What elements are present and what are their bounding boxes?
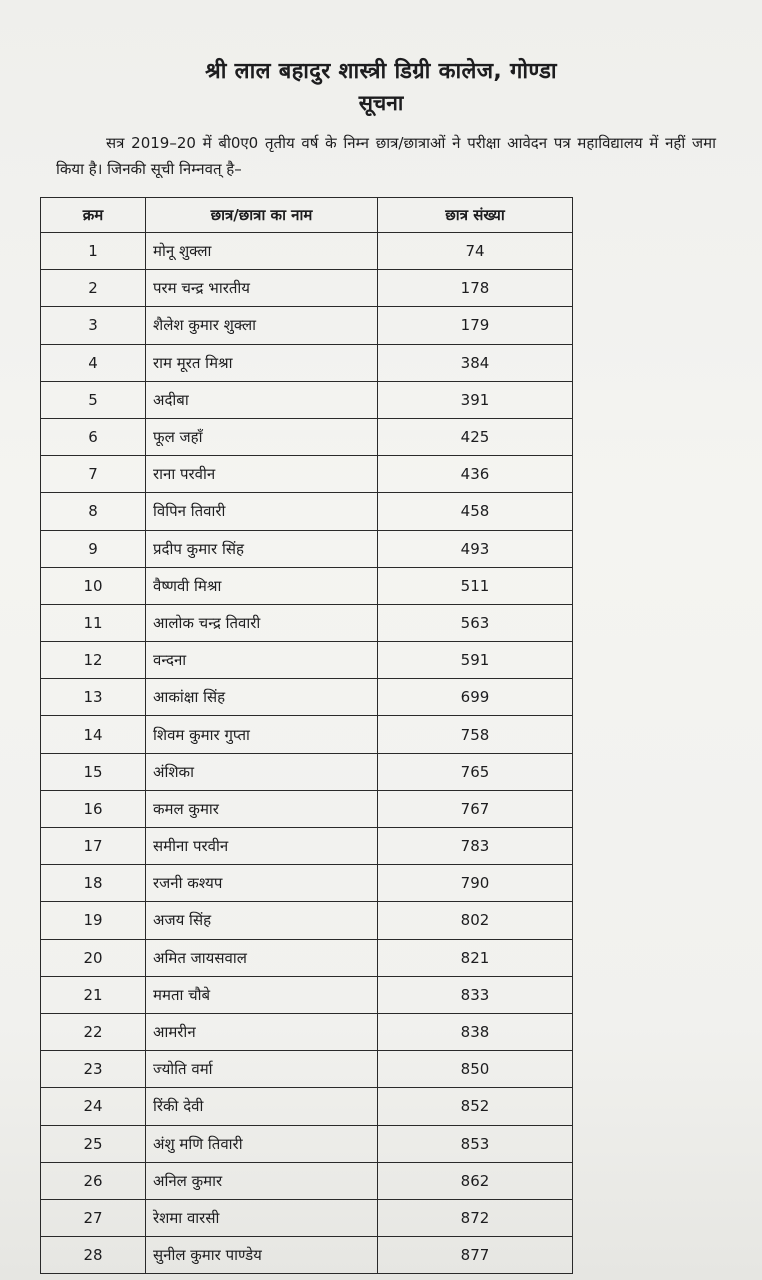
table-row [41, 753, 573, 790]
table-row [41, 716, 573, 753]
roll-number-cell: 783 [378, 828, 573, 865]
roll-number-cell: 591 [378, 642, 573, 679]
roll-number-cell: 436 [378, 456, 573, 493]
serial-cell: 28 [41, 1237, 146, 1274]
roll-number-cell: 833 [378, 976, 573, 1013]
table-row [41, 790, 573, 827]
serial-cell: 8 [41, 493, 146, 530]
roll-number-cell: 179 [378, 307, 573, 344]
student-name-cell: रिंकी देवी [146, 1088, 378, 1125]
roll-number-cell: 802 [378, 902, 573, 939]
student-name-cell: अंशु मणि तिवारी [146, 1125, 378, 1162]
table-row [41, 381, 573, 418]
serial-cell: 26 [41, 1162, 146, 1199]
serial-cell: 5 [41, 381, 146, 418]
serial-cell: 22 [41, 1013, 146, 1050]
student-name-cell: वैष्णवी मिश्रा [146, 567, 378, 604]
roll-number-cell: 872 [378, 1199, 573, 1236]
table-body [41, 233, 573, 1274]
roll-number-cell: 850 [378, 1051, 573, 1088]
table-row [41, 902, 573, 939]
roll-number-cell: 178 [378, 270, 573, 307]
serial-cell: 7 [41, 456, 146, 493]
table-row [41, 679, 573, 716]
table-row [41, 233, 573, 270]
student-name-cell: समीना परवीन [146, 828, 378, 865]
roll-number-cell: 493 [378, 530, 573, 567]
student-name-cell: आमरीन [146, 1013, 378, 1050]
table-row [41, 939, 573, 976]
table-row [41, 828, 573, 865]
table-row [41, 1125, 573, 1162]
student-name-cell: परम चन्द्र भारतीय [146, 270, 378, 307]
table-row [41, 530, 573, 567]
header-roll-number: छात्र संख्या [378, 198, 573, 233]
table-row [41, 344, 573, 381]
student-name-cell: अमित जायसवाल [146, 939, 378, 976]
table-row [41, 270, 573, 307]
table-header-row [41, 198, 573, 233]
serial-cell: 20 [41, 939, 146, 976]
student-name-cell: विपिन तिवारी [146, 493, 378, 530]
student-name-cell: अंशिका [146, 753, 378, 790]
serial-cell: 4 [41, 344, 146, 381]
roll-number-cell: 758 [378, 716, 573, 753]
table-row [41, 1162, 573, 1199]
serial-cell: 15 [41, 753, 146, 790]
roll-number-cell: 821 [378, 939, 573, 976]
serial-cell: 2 [41, 270, 146, 307]
table-row [41, 1237, 573, 1274]
student-name-cell: सुनील कुमार पाण्डेय [146, 1237, 378, 1274]
serial-cell: 17 [41, 828, 146, 865]
student-name-cell: वन्दना [146, 642, 378, 679]
student-name-cell: रेशमा वारसी [146, 1199, 378, 1236]
serial-cell: 12 [41, 642, 146, 679]
roll-number-cell: 74 [378, 233, 573, 270]
table-row [41, 642, 573, 679]
table-row [41, 1013, 573, 1050]
serial-cell: 6 [41, 418, 146, 455]
serial-cell: 24 [41, 1088, 146, 1125]
table-row [41, 865, 573, 902]
table-row [41, 418, 573, 455]
roll-number-cell: 838 [378, 1013, 573, 1050]
roll-number-cell: 563 [378, 604, 573, 641]
student-list-table [40, 197, 573, 1274]
student-name-cell: अनिल कुमार [146, 1162, 378, 1199]
table-row [41, 456, 573, 493]
serial-cell: 10 [41, 567, 146, 604]
roll-number-cell: 852 [378, 1088, 573, 1125]
roll-number-cell: 767 [378, 790, 573, 827]
roll-number-cell: 458 [378, 493, 573, 530]
table-row [41, 1199, 573, 1236]
student-name-cell: कमल कुमार [146, 790, 378, 827]
student-name-cell: शिवम कुमार गुप्ता [146, 716, 378, 753]
roll-number-cell: 425 [378, 418, 573, 455]
serial-cell: 14 [41, 716, 146, 753]
table-row [41, 307, 573, 344]
student-name-cell: राना परवीन [146, 456, 378, 493]
student-name-cell: अजय सिंह [146, 902, 378, 939]
serial-cell: 23 [41, 1051, 146, 1088]
serial-cell: 9 [41, 530, 146, 567]
serial-cell: 1 [41, 233, 146, 270]
notice-heading: सूचना [358, 91, 404, 115]
table-row [41, 604, 573, 641]
student-name-cell: अदीबा [146, 381, 378, 418]
college-title: श्री लाल बहादुर शास्त्री डिग्री कालेज, गोण्डा [205, 59, 557, 84]
student-name-cell: आलोक चन्द्र तिवारी [146, 604, 378, 641]
serial-cell: 18 [41, 865, 146, 902]
table-row [41, 567, 573, 604]
roll-number-cell: 384 [378, 344, 573, 381]
header-serial: क्रम [41, 198, 146, 233]
serial-cell: 27 [41, 1199, 146, 1236]
serial-cell: 11 [41, 604, 146, 641]
student-name-cell: फूल जहाँ [146, 418, 378, 455]
roll-number-cell: 790 [378, 865, 573, 902]
table-row [41, 1051, 573, 1088]
serial-cell: 13 [41, 679, 146, 716]
intro-paragraph: सत्र 2019–20 में बी0ए0 तृतीय वर्ष के निम्न छात्र/छात्राओं ने परीक्षा आवेदन पत्र महाविद्यालय में नहीं जमा किया है। जिनकी सूची निम्नवत् है– [56, 134, 716, 178]
header-name: छात्र/छात्रा का नाम [146, 198, 378, 233]
student-name-cell: शैलेश कुमार शुक्ला [146, 307, 378, 344]
student-name-cell: रजनी कश्यप [146, 865, 378, 902]
roll-number-cell: 862 [378, 1162, 573, 1199]
roll-number-cell: 853 [378, 1125, 573, 1162]
table-row [41, 1088, 573, 1125]
serial-cell: 3 [41, 307, 146, 344]
student-name-cell: ममता चौबे [146, 976, 378, 1013]
student-name-cell: ज्योति वर्मा [146, 1051, 378, 1088]
roll-number-cell: 877 [378, 1237, 573, 1274]
table-row [41, 493, 573, 530]
student-name-cell: राम मूरत मिश्रा [146, 344, 378, 381]
roll-number-cell: 511 [378, 567, 573, 604]
serial-cell: 16 [41, 790, 146, 827]
student-name-cell: मोनू शुक्ला [146, 233, 378, 270]
student-name-cell: आकांक्षा सिंह [146, 679, 378, 716]
roll-number-cell: 765 [378, 753, 573, 790]
serial-cell: 25 [41, 1125, 146, 1162]
student-name-cell: प्रदीप कुमार सिंह [146, 530, 378, 567]
roll-number-cell: 699 [378, 679, 573, 716]
serial-cell: 21 [41, 976, 146, 1013]
table-row [41, 976, 573, 1013]
serial-cell: 19 [41, 902, 146, 939]
roll-number-cell: 391 [378, 381, 573, 418]
